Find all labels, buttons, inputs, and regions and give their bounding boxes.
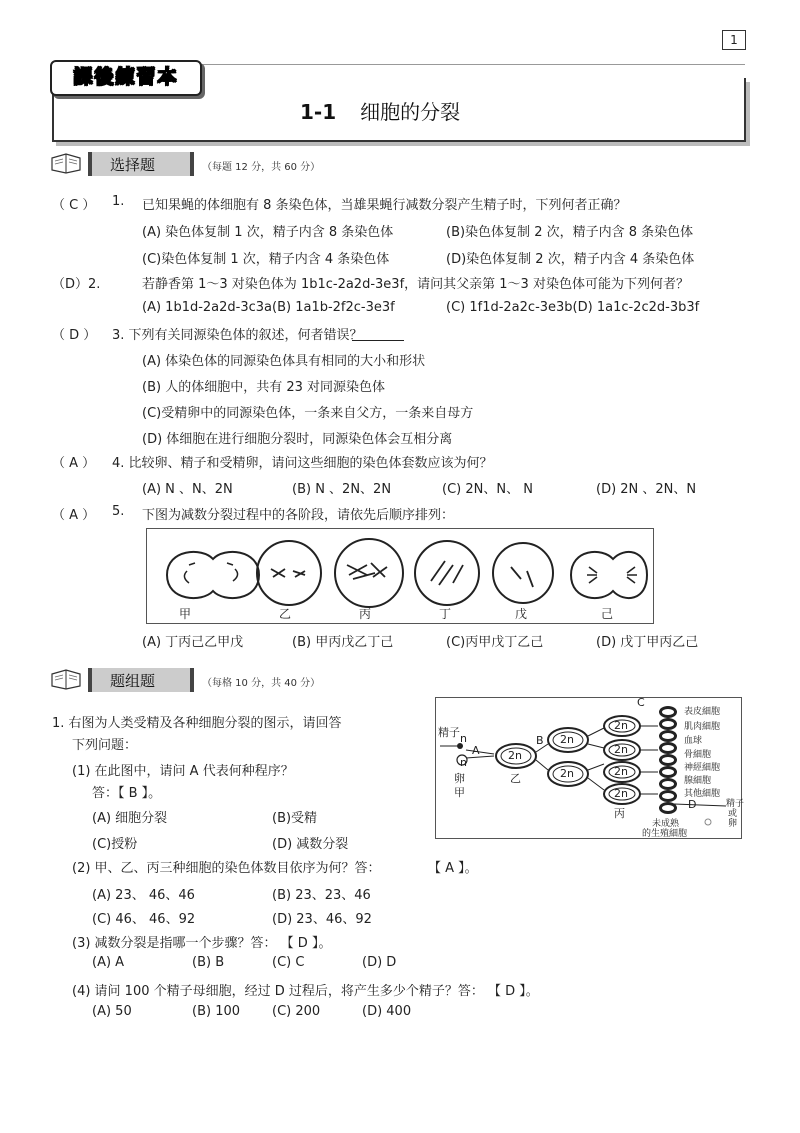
stage-label-jia: 甲	[179, 607, 192, 621]
g1-p3-option-c: (C) C	[272, 955, 305, 970]
g1-p4-option-a: (A) 50	[92, 1004, 132, 1019]
g1-p2-question: (2) 甲、乙、丙三种细胞的染色体数目依序为何？答：	[72, 861, 381, 876]
q3-underline	[352, 340, 404, 341]
diagram-cell-label: 2n	[614, 719, 628, 732]
diagram-label-egg: 卵	[454, 772, 465, 785]
q5-option-d: (D) 戊丁甲丙乙己	[596, 635, 699, 650]
diagram-cell-label: 2n	[560, 767, 574, 780]
diagram-label-bing: 丙	[614, 807, 625, 820]
diagram-cell-label: 2n	[614, 743, 628, 756]
q3-stem: 3. 下列有关同源染色体的叙述，何者错误？	[112, 328, 363, 343]
g1-p1-option-d: (D) 减数分裂	[272, 837, 349, 852]
diagram-cell-label: 2n	[614, 765, 628, 778]
g1-p2-option-c: (C) 46、 46、92	[92, 912, 196, 927]
q3-option-b: (B) 人的体细胞中，共有 23 对同源染色体	[142, 380, 386, 395]
q3-option-a: (A) 体染色体的同源染色体具有相同的大小和形状	[142, 354, 426, 369]
g1-p2-answer: 【 A 】。	[428, 861, 478, 876]
cell-type-2: 血球	[684, 736, 703, 746]
g1-stem-line1: 1. 右图为人类受精及各种细胞分裂的图示，请回答	[52, 716, 342, 731]
g1-p2-option-d: (D) 23、46、92	[272, 912, 372, 927]
diagram-cell-label: 2n	[614, 787, 628, 800]
g1-p3-option-b: (B) B	[192, 955, 225, 970]
g1-p2-option-a: (A) 23、 46、46	[92, 888, 195, 903]
q4-option-a: (A) N 、N、2N	[142, 482, 233, 497]
g1-p4-question: (4) 请问 100 个精子母细胞，经过 D 过程后，将产生多少个精子？答： 【 D 】。	[72, 984, 539, 999]
cell-type-3: 骨細胞	[684, 750, 712, 760]
page-title	[300, 96, 460, 125]
brand-text: 課後練習本	[73, 66, 179, 88]
brand-logo	[50, 60, 202, 96]
g1-stem-line2: 下列问题：	[72, 738, 138, 753]
q2-stem: 若静香第 1～3 对染色体为 1b1c-2a2d-3e3f，请问其父亲第 1～3 对染色体可能为下列何者？	[142, 277, 689, 292]
q1-number: 1.	[112, 194, 125, 209]
g1-p1-option-c: (C)授粉	[92, 837, 138, 852]
stage-label-yi: 乙	[279, 607, 292, 621]
q3-option-c: (C)受精卵中的同源染色体，一条来自父方，一条来自母方	[142, 406, 474, 421]
diagram-label-sperm: 精子	[438, 726, 460, 739]
section-label: 题组题	[110, 672, 156, 690]
g1-p2-option-b: (B) 23、23、46	[272, 888, 371, 903]
q1-answer: （ C ）	[52, 198, 96, 213]
cell-type-0: 表皮細胞	[684, 707, 721, 717]
diagram-label-yi: 乙	[510, 772, 521, 785]
q1-stem: 已知果蝇的体细胞有 8 条染色体，当雄果蝇行减数分裂产生精子时，下列何者正确？	[142, 198, 627, 213]
diagram-label-b: B	[536, 734, 544, 747]
diagram-label-a: A	[472, 744, 480, 757]
diagram-label-n2: n	[460, 756, 467, 769]
g1-p4-option-d: (D) 400	[362, 1004, 412, 1019]
stage-label-ding: 丁	[439, 607, 452, 621]
q4-option-c: (C) 2N、N、 N	[442, 482, 533, 497]
q5-stem: 下图为减数分裂过程中的各阶段，请依先后顺序排列：	[142, 508, 455, 523]
g1-p4-option-b: (B) 100	[192, 1004, 241, 1019]
book-icon	[50, 150, 82, 174]
g1-p1-answer: 答：【 B 】。	[92, 786, 162, 801]
q1-option-c: (C)染色体复制 1 次，精子内含 4 条染色体	[142, 252, 390, 267]
q5-answer: （ A ）	[52, 508, 96, 523]
book-icon	[50, 666, 82, 690]
stage-label-ji: 己	[601, 607, 614, 621]
g1-p3-question: (3) 减数分裂是指哪一个步骤？答： 【 D 】。	[72, 936, 332, 951]
q1-option-a: (A) 染色体复制 1 次，精子内含 8 条染色体	[142, 225, 394, 240]
cell-type-6: 其他細胞	[684, 789, 721, 799]
q2-option-cd: (C) 1f1d-2a2c-3e3b(D) 1a1c-2c2d-3b3f	[446, 300, 700, 315]
cell-type-5: 腺細胞	[684, 776, 712, 786]
g1-p1-question: (1) 在此图中，请问 A 代表何种程序？	[72, 764, 294, 779]
section-note: （每题 12 分，共 60 分）	[202, 162, 321, 173]
g1-p1-option-a: (A) 细胞分裂	[92, 811, 168, 826]
diagram-cell-label: 2n	[508, 749, 522, 762]
section-header-group	[50, 668, 350, 692]
diagram-cell-label: 2n	[560, 733, 574, 746]
diagram-out-2: 或	[728, 809, 738, 819]
q5-option-c: (C)丙甲戊丁乙己	[446, 635, 544, 650]
cell-type-1: 肌肉細胞	[684, 722, 721, 732]
q5-option-a: (A) 丁丙己乙甲戊	[142, 635, 244, 650]
q4-answer: （ A ）	[52, 456, 96, 471]
g1-p3-option-d: (D) D	[362, 955, 397, 970]
q5-option-b: (B) 甲丙戊乙丁己	[292, 635, 394, 650]
meiosis-stages-drawing	[147, 529, 653, 623]
fertilization-diagram	[435, 696, 745, 839]
g1-p3-option-a: (A) A	[92, 955, 125, 970]
section-header-choice	[50, 152, 350, 176]
section-label: 选择题	[110, 156, 156, 174]
q2-answer: （D）2.	[52, 277, 101, 292]
q4-option-b: (B) N 、2N、2N	[292, 482, 392, 497]
q1-option-b: (B)染色体复制 2 次，精子内含 8 条染色体	[446, 225, 694, 240]
diagram-out-1: 精子	[726, 799, 745, 809]
q4-stem: 4. 比较卵、精子和受精卵，请问这些细胞的染色体套数应该为何？	[112, 456, 493, 471]
diagram-label-jia: 甲	[454, 786, 465, 799]
section-note: （每格 10 分，共 40 分）	[202, 678, 321, 689]
stage-label-bing: 丙	[359, 607, 372, 621]
q5-number: 5.	[112, 504, 125, 519]
diagram-immature-1: 未成熟	[652, 819, 680, 829]
diagram-label-n1: n	[460, 732, 467, 745]
title-text: 细胞的分裂	[360, 100, 461, 124]
meiosis-stages-figure	[146, 528, 654, 624]
diagram-immature-2: 的生殖細胞	[642, 829, 688, 839]
q1-option-d: (D)染色体复制 2 次，精子内含 4 条染色体	[446, 252, 695, 267]
diagram-label-d: D	[688, 798, 697, 811]
title-number: 1-1	[300, 100, 337, 124]
q3-option-d: (D) 体细胞在进行细胞分裂时，同源染色体会互相分离	[142, 432, 453, 447]
diagram-out-3: 卵	[728, 819, 738, 829]
diagram-label-c: C	[637, 696, 645, 709]
stage-label-wu: 戊	[515, 607, 528, 621]
g1-p1-option-b: (B)受精	[272, 811, 318, 826]
g1-p4-option-c: (C) 200	[272, 1004, 321, 1019]
cell-type-4: 神經細胞	[684, 763, 721, 773]
q4-option-d: (D) 2N 、2N、N	[596, 482, 697, 497]
q3-answer: （ D ）	[52, 328, 97, 343]
q2-option-ab: (A) 1b1d-2a2d-3c3a(B) 1a1b-2f2c-3e3f	[142, 300, 395, 315]
page-number: 1	[722, 30, 746, 50]
